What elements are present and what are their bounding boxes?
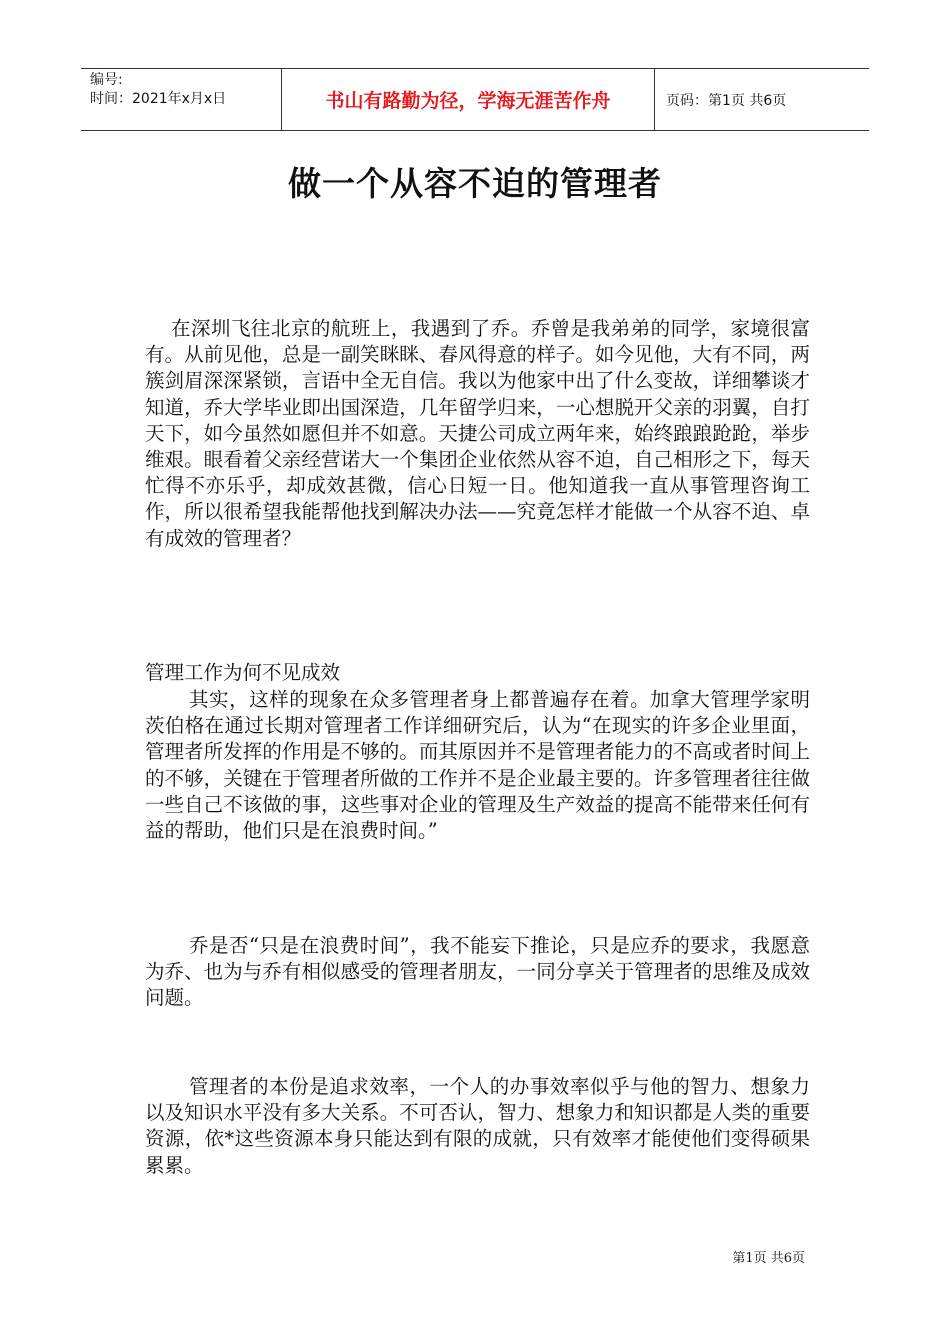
document-date: 时间：2021年x月x日 xyxy=(90,91,227,107)
header-page-info: 页码：第1页 共6页 xyxy=(666,92,787,109)
section-heading: 管理工作为何不见成效 xyxy=(145,661,341,684)
document-title: 做一个从容不迫的管理者 xyxy=(288,164,662,203)
page-footer: 第1页 共6页 xyxy=(732,1251,805,1266)
page-header xyxy=(81,68,869,131)
header-motto: 书山有路勤为径，学海无涯苦作舟 xyxy=(281,69,655,130)
paragraph-body: 乔是否“只是在浪费时间”，我不能妄下推论，只是应乔的要求，我愿意为乔、也为与乔有相似感受的管理者朋友，一同分享关于管理者的思维及成效问题。 xyxy=(145,934,810,1010)
document-number-label: 编号: xyxy=(90,72,123,88)
paragraph-body: 其实，这样的现象在众多管理者身上都普遍存在着。加拿大管理学家明茨伯格在通过长期对管理者工作详细研究后，认为“在现实的许多企业里面，管理者所发挥的作用是不够的。而其原因并不是管理者能力的不高或者时间上的不够，关键在于管理者所做的工作并不是企业最主要的。许多管理者往往做一些自己不该做的事，这些事对企业的管理及生产效益的提高不能带来任何有益的帮助，他们只是在浪费时间。” xyxy=(145,688,810,843)
paragraph-body: 管理者的本份是追求效率，一个人的办事效率似乎与他的智力、想象力以及知识水平没有多大关系。不可否认，智力、想象力和知识都是人类的重要资源，依*这些资源本身只能达到有限的成就，只有效率才能使他们变得硕果累累。 xyxy=(145,1075,810,1177)
header-meta xyxy=(81,69,281,130)
paragraph-intro: 在深圳飞往北京的航班上，我遇到了乔。乔曾是我弟弟的同学，家境很富有。从前见他，总是一副笑眯眯、春风得意的样子。如今见他，大有不同，两簇剑眉深深紧锁，言语中全无自信。我以为他家中出了什么变故，详细攀谈才知道，乔大学毕业即出国深造，几年留学归来，一心想脱开父亲的羽翼，自打天下，如今虽然如愿但并不如意。天捷公司成立两年来，始终踉踉跄跄，举步维艰。眼看着父亲经营诺大一个集团企业依然从容不迫，自己相形之下，每天忙得不亦乐乎，却成效甚微，信心日短一日。他知道我一直从事管理咨询工作，所以很希望我能帮他找到解决办法——究竟怎样才能做一个从容不迫、卓有成效的管理者？ xyxy=(145,317,810,550)
